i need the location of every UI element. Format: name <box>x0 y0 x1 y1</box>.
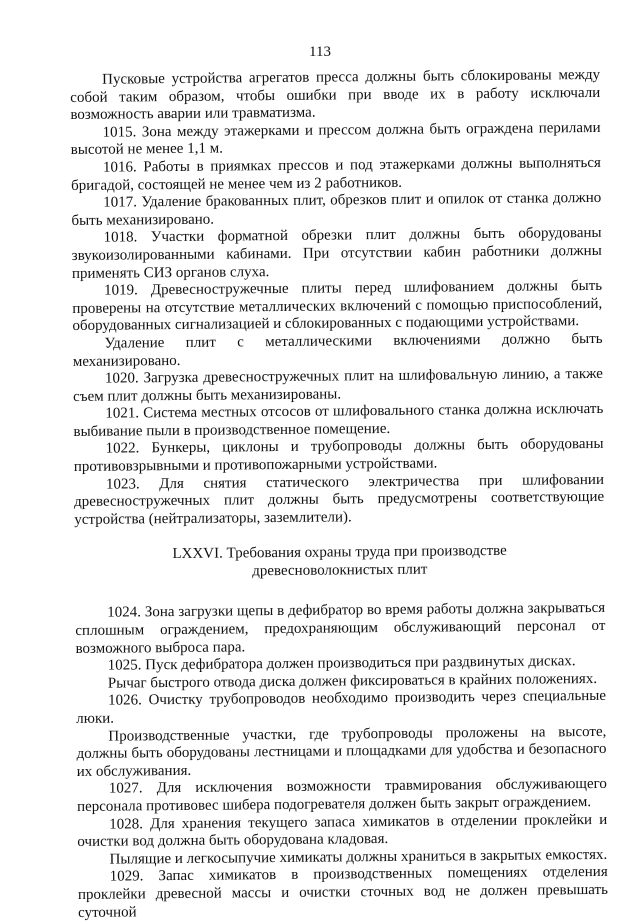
page-body <box>70 67 608 922</box>
paragraph: 1023. Для снятия статического электричества при шлифовании древесностружечных плит должны быть предусмотрены соответствующие устройства (нейтрализаторы, заземлители). <box>74 471 605 528</box>
paragraph: 1022. Бункеры, циклоны и трубопроводы должны быть оборудованы противовзрывными и противопожарными устройствами. <box>73 436 604 476</box>
paragraph: Пылящие и легкосыпучие химикаты должны храниться в закрытых емкостях. <box>109 846 608 868</box>
paragraph: 1024. Зона загрузки щепы в дефибратор во время работы должна закрываться сплошным ограждением, предохраняющим обслуживающий персонал от возможного выброса пара. <box>75 600 606 657</box>
paragraph: 1026. Очистку трубопроводов необходимо производить через специальные люки. <box>76 688 607 727</box>
section-heading-line-1: LXXVI. Требования охраны труда при производстве <box>172 543 507 563</box>
section-heading <box>75 541 605 582</box>
paragraph: 1019. Древесностружечные плиты перед шлифованием должны быть проверены на отсутствие металлических включений с помощью приспособлений, оборудованных сигнализацией и сблокированных с подающими устройствами. <box>72 278 603 335</box>
paragraph: 1028. Для хранения текущего запаса химикатов в отделении проклейки и очистки вод должна быть оборудована кладовая. <box>77 811 608 851</box>
paragraph: 1016. Работы в приямках прессов и под этажерками должны выполняться бригадой, состоящей не менее чем из 2 работников. <box>71 154 601 194</box>
paragraph: 1015. Зона между этажерками и прессом должна быть ограждена перилами высотой не менее 1,1 м. <box>70 119 601 159</box>
paragraph: 1018. Участки форматной обрезки плит должны быть оборудованы звукоизолированными кабинами. При отсутствии кабин работники должны применять СИЗ органов слуха. <box>71 225 602 282</box>
paragraph: 1025. Пуск дефибратора должен производиться при раздвинутых дисках. <box>107 653 576 674</box>
paragraph: 1020. Загрузка древесностружечных плит на шлифовальную линию, а также съем плит должны быть механизированы. <box>73 365 604 405</box>
paragraph: 1029. Запас химикатов в производственных помещениях отделения проклейки древесной массы и очистки сточных вод не должен превышать суточной <box>77 864 608 921</box>
section-heading-line-2: древесноволокнистых плит <box>252 562 428 580</box>
paragraph: Производственные участки, где трубопроводы проложены на высоте, должны быть оборудованы лестницами и площадками для удобства и безопасного их обслуживания. <box>76 723 607 780</box>
paragraph: Пусковые устройства агрегатов пресса должны быть сблокированы между собой таким образом, чтобы ошибки при вводе их в работу исключали возможность аварии или травматизма. <box>70 66 601 124</box>
paragraph: 1017. Удаление бракованных плит, обрезков плит и опилок от станка должно быть механизировано. <box>71 190 602 229</box>
paragraph: 1021. Система местных отсосов от шлифовального станка должна исключать выбивание пыли в производственное помещение. <box>73 401 604 440</box>
paragraph: Рычаг быстрого отвода диска должен фиксироваться в крайних положениях. <box>107 670 598 692</box>
paragraph: Удаление плит с металлическими включениями должно быть механизировано. <box>72 330 603 370</box>
paragraph: 1027. Для исключения возможности травмирования обслуживающего персонала противовес шибера подогревателя должен быть закрыт ограждением. <box>76 776 607 815</box>
page-number: 113 <box>309 44 331 60</box>
